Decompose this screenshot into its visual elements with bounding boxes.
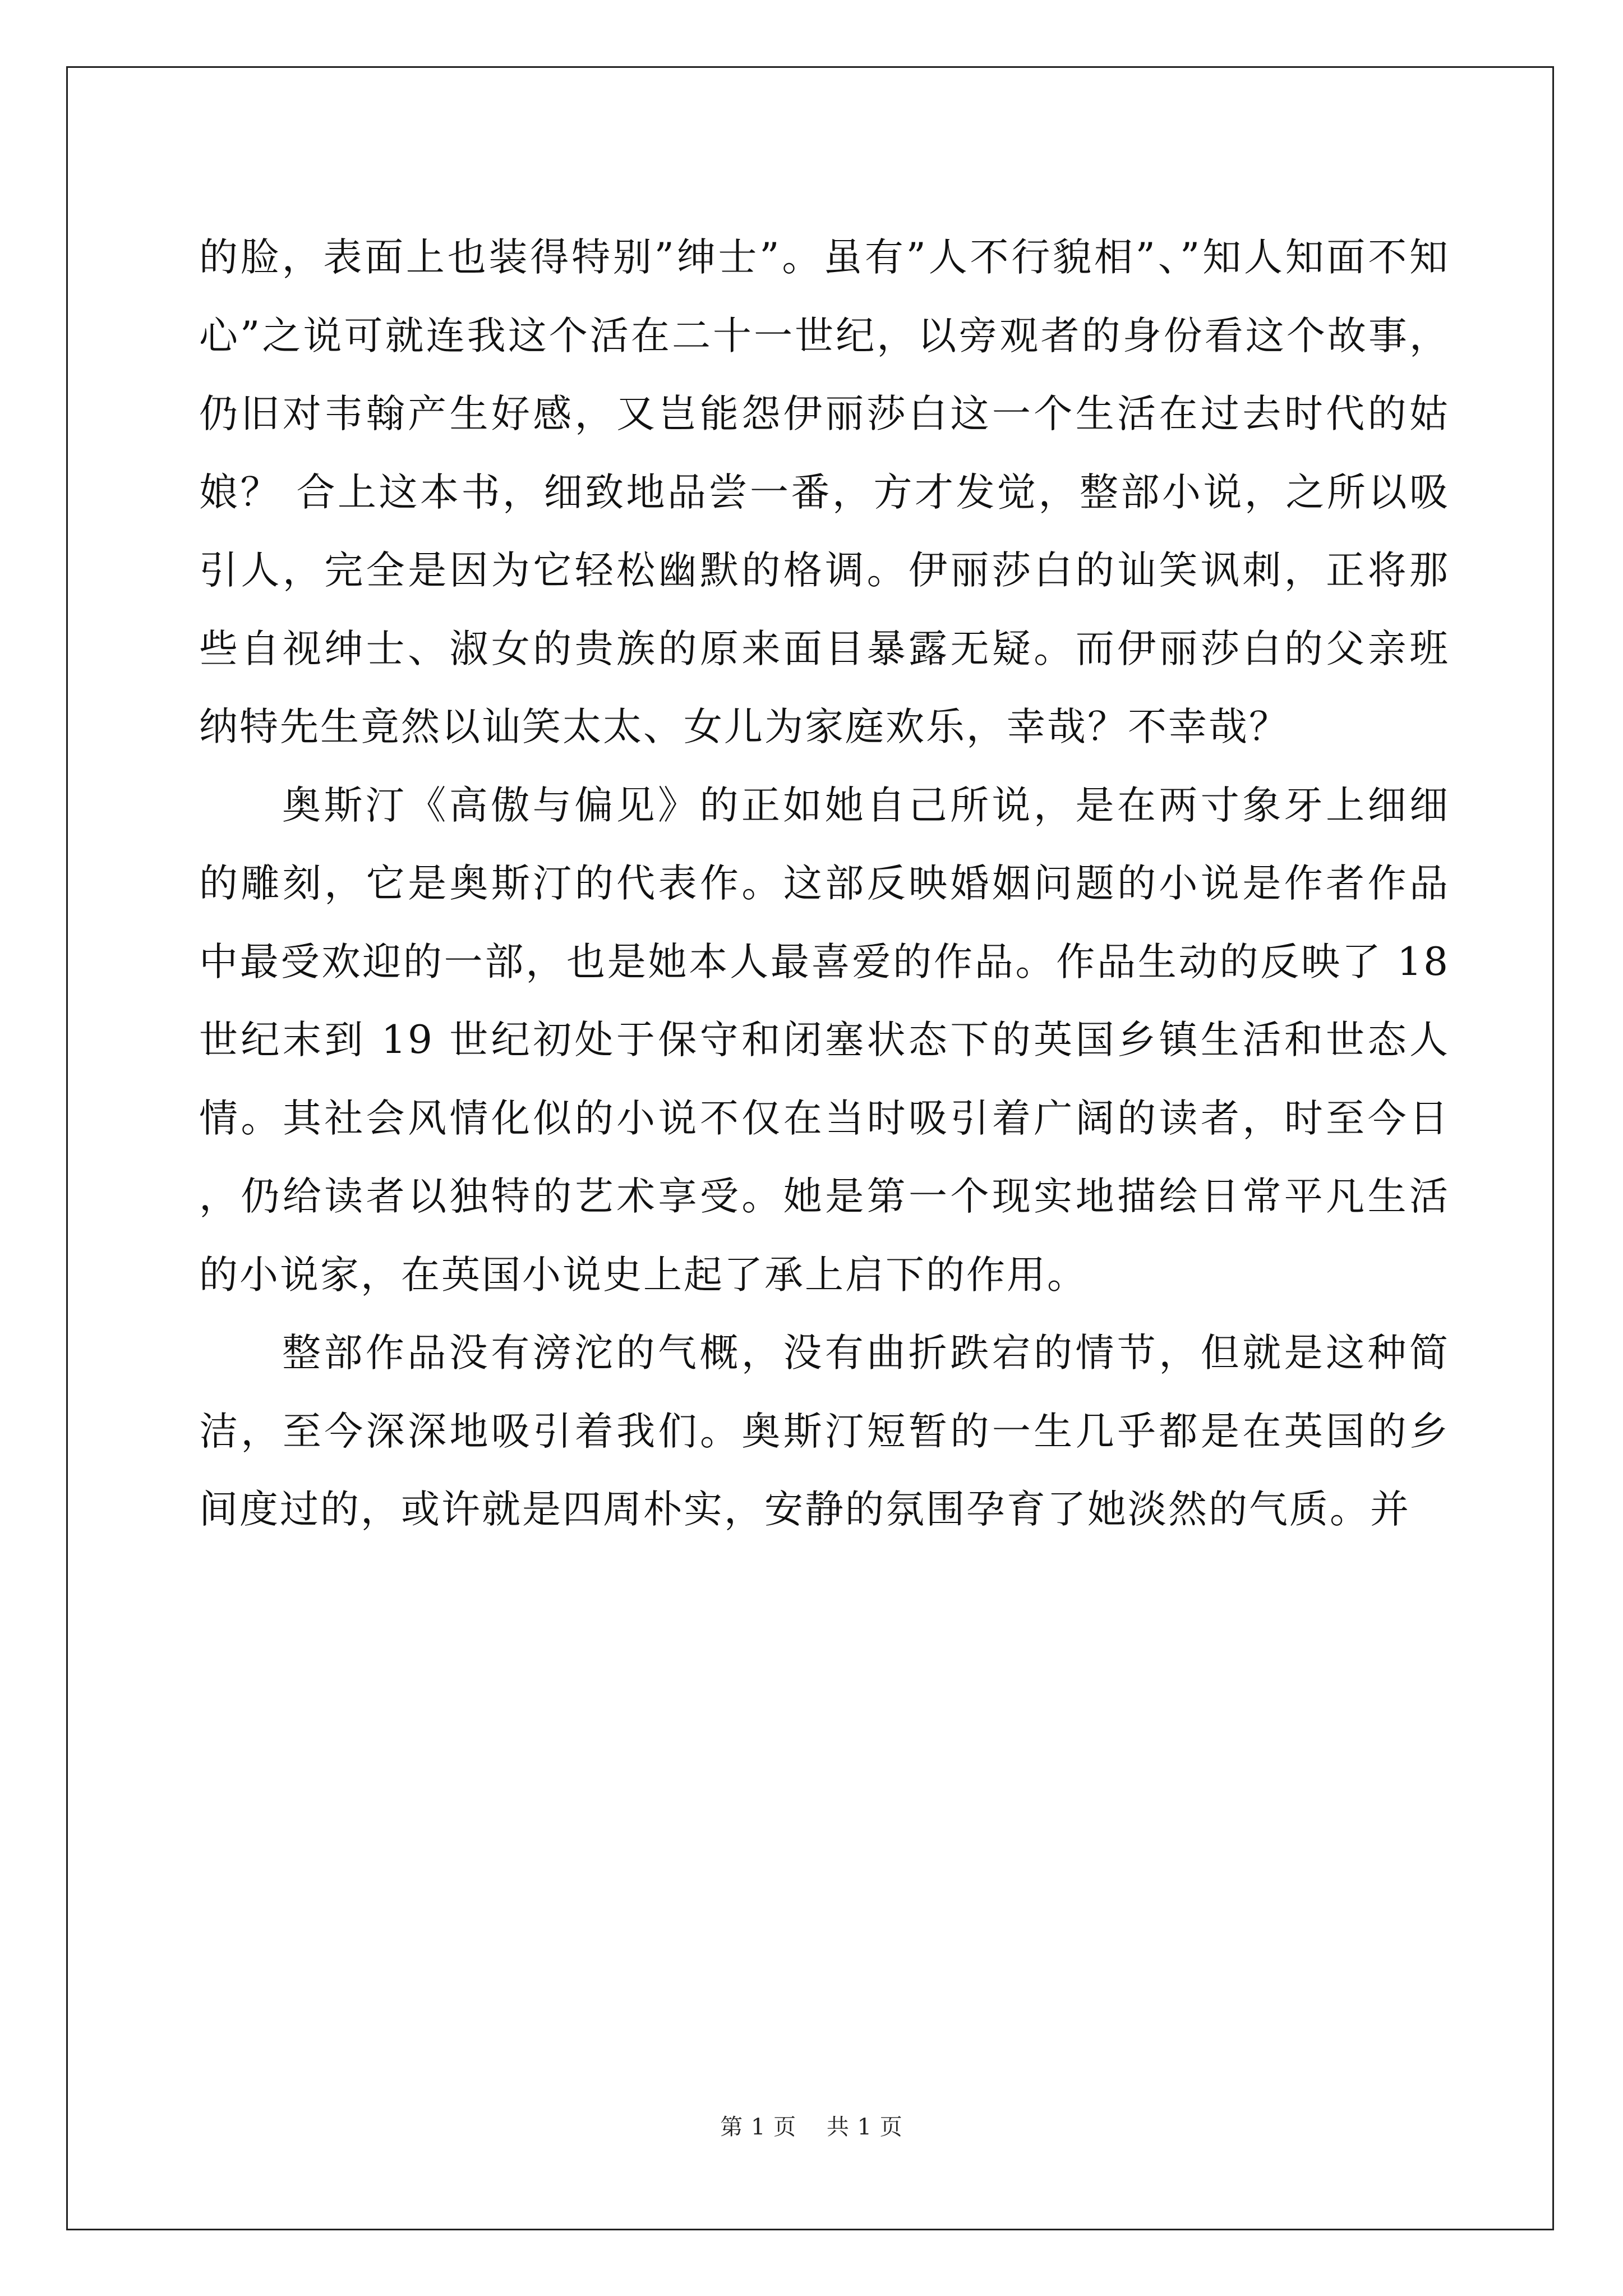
paragraph-1: 的脸，表面上也装得特别”绅士”。虽有”人不行貌相”、”知人知面不知心”之说可就连我这个活在二十一世纪，以旁观者的身份看这个故事，仍旧对韦翰产生好感，又岂能怨伊丽莎白这一个生活在过去时代的姑娘？ 合上这本书，细致地品尝一番，方才发觉，整部小说，之所以吸引人，完全是因为它轻松幽默的格调。伊丽莎白的讪笑讽刺，正将那些自视绅士、淑女的贵族的原来面目暴露无疑。而伊丽莎白的父亲班纳特先生竟然以讪笑太太、女儿为家庭欢乐，幸哉？不幸哉？: [199, 235, 1450, 749]
paragraph-3: 整部作品没有滂沱的气概，没有曲折跌宕的情节，但就是这种简洁，至今深深地吸引着我们。奥斯汀短暂的一生几乎都是在英国的乡间度过的，或许就是四周朴实，安静的氛围孕育了她淡然的气质。并: [199, 1331, 1450, 1532]
document-body: [199, 219, 1450, 1549]
current-page-label: 第 1 页: [720, 2114, 797, 2140]
page-footer: [0, 2109, 1623, 2141]
paragraph-2: 奥斯汀《高傲与偏见》的正如她自己所说，是在两寸象牙上细细的雕刻，它是奥斯汀的代表作。这部反映婚姻问题的小说是作者作品中最受欢迎的一部，也是她本人最喜爱的作品。作品生动的反映了 18 世纪末到 19 世纪初处于保守和闭塞状态下的英国乡镇生活和世态人情。其社会风情化似的小说不仅在当时吸引着广阔的读者，时至今日，仍给读者以独特的艺术享受。她是第一个现实地描绘日常平凡生活的小说家，在英国小说史上起了承上启下的作用。: [199, 783, 1450, 1297]
total-pages-label: 共 1 页: [826, 2114, 903, 2140]
